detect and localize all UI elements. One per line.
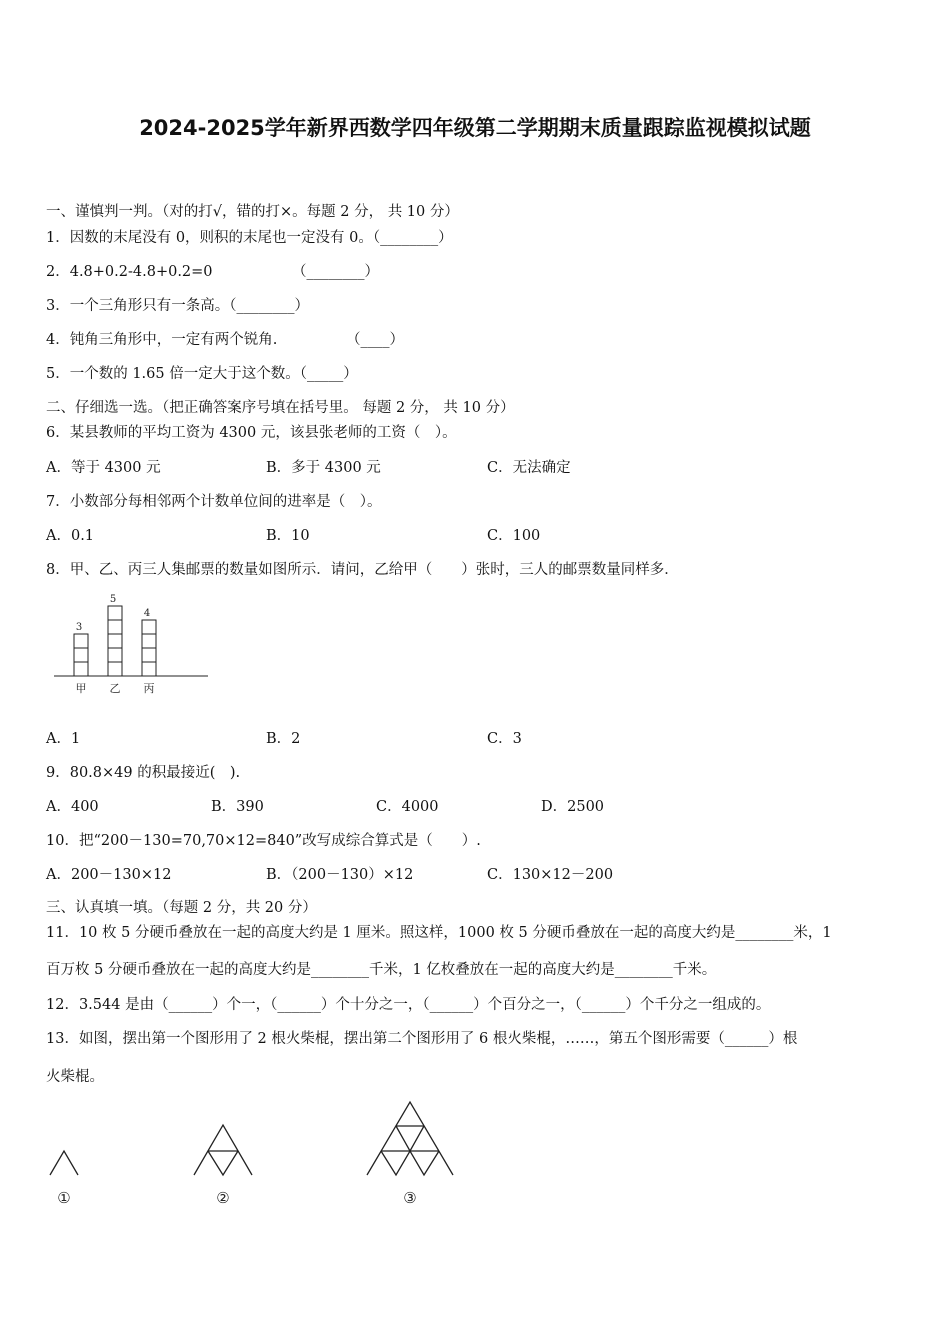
q7-option-a: A．0.1 [46, 528, 95, 544]
stamp-square [74, 662, 88, 676]
stamp-square [142, 648, 156, 662]
person-name-label: 丙 [143, 682, 155, 695]
stamp-square [108, 634, 122, 648]
matchstick-figures [40, 1095, 470, 1215]
section-2-heading: 二、仔细选一选。（把正确答案序号填在括号里。 每题 2 分， 共 10 分） [46, 400, 515, 416]
question-13-line-1: 13．如图，摆出第一个图形用了 2 根火柴棍，摆出第二个图形用了 6 根火柴棍，……，第五个图形需要（______）根 [46, 1031, 798, 1047]
question-7: 7．小数部分每相邻两个计数单位间的进率是（ ）。 [46, 494, 382, 510]
question-11-line-1: 11．10 枚 5 分硬币叠放在一起的高度大约是 1 厘米。照这样，1000 枚 5 分硬币叠放在一起的高度大约是________米，1 [46, 925, 832, 941]
q10-option-b: B．（200－130）×12 [266, 867, 414, 883]
q9-option-b: B．390 [211, 799, 264, 815]
question-4-blank: （____） [346, 332, 404, 348]
matchstick-figure-2 [194, 1125, 252, 1175]
exam-title: 2024-2025学年新界西数学四年级第二学期期末质量跟踪监视模拟试题 [139, 116, 811, 140]
stamp-square [74, 648, 88, 662]
stamp-square [142, 662, 156, 676]
figure-1-label: ① [57, 1189, 71, 1207]
question-3: 3．一个三角形只有一条高。（________） [46, 298, 309, 314]
q8-option-b: B．2 [266, 731, 301, 747]
figure-3-label: ③ [403, 1189, 417, 1207]
question-6: 6．某县教师的平均工资为 4300 元，该县张老师的工资（ ）。 [46, 425, 457, 441]
question-2-blank: （________） [292, 264, 379, 280]
question-11-line-2: 百万枚 5 分硬币叠放在一起的高度大约是________千米，1 亿枚叠放在一起的高度大约是________千米。 [46, 962, 717, 978]
q10-option-a: A．200－130×12 [46, 867, 172, 883]
question-13-line-2: 火柴棍。 [46, 1069, 104, 1085]
q7-option-c: C．100 [487, 528, 541, 544]
stamp-square [142, 634, 156, 648]
q9-option-c: C．4000 [376, 799, 439, 815]
question-2: 2．4.8+0.2-4.8+0.2=0 [46, 264, 213, 280]
q9-option-d: D．2500 [541, 799, 605, 815]
q8-option-c: C．3 [487, 731, 522, 747]
question-12: 12．3.544 是由（______）个一，（______）个十分之一，（______）个百分之一，（______）个千分之一组成的。 [46, 997, 771, 1013]
stamp-square [142, 620, 156, 634]
stamp-square [108, 620, 122, 634]
figure-2-label: ② [216, 1189, 230, 1207]
question-8: 8．甲、乙、丙三人集邮票的数量如图所示．请问，乙给甲（ ）张时，三人的邮票数量同样多． [46, 562, 679, 578]
q8-option-a: A．1 [46, 731, 81, 747]
stamp-square [108, 606, 122, 620]
question-4: 4．钝角三角形中，一定有两个锐角. [46, 332, 278, 348]
matchstick-figure-1 [50, 1151, 78, 1175]
stack-count-label: 3 [75, 622, 83, 633]
q6-option-b: B．多于 4300 元 [266, 460, 381, 476]
stack-count-label: 5 [109, 594, 117, 605]
question-10: 10．把“200－130=70,70×12=840”改写成综合算式是（ ）. [46, 833, 481, 849]
stamp-count-figure [50, 588, 215, 700]
section-3-heading: 三、认真填一填。（每题 2 分，共 20 分） [46, 900, 317, 916]
question-5: 5．一个数的 1.65 倍一定大于这个数。（_____） [46, 366, 358, 382]
q10-option-c: C．130×12－200 [487, 867, 614, 883]
section-1-heading: 一、谨慎判一判。（对的打√，错的打×。每题 2 分， 共 10 分） [46, 204, 459, 220]
q9-option-a: A．400 [46, 799, 99, 815]
q6-option-a: A．等于 4300 元 [46, 460, 161, 476]
q6-option-c: C．无法确定 [487, 460, 571, 476]
stamp-square [74, 634, 88, 648]
stack-count-label: 4 [143, 608, 151, 619]
matchstick-figure-3 [367, 1102, 453, 1175]
question-9: 9．80.8×49 的积最接近( ). [46, 765, 241, 781]
person-name-label: 乙 [109, 682, 121, 695]
stamp-square [108, 662, 122, 676]
stamp-square [108, 648, 122, 662]
question-1: 1．因数的末尾没有 0，则积的末尾也一定没有 0。（________） [46, 230, 453, 246]
person-name-label: 甲 [75, 682, 87, 695]
q7-option-b: B．10 [266, 528, 310, 544]
